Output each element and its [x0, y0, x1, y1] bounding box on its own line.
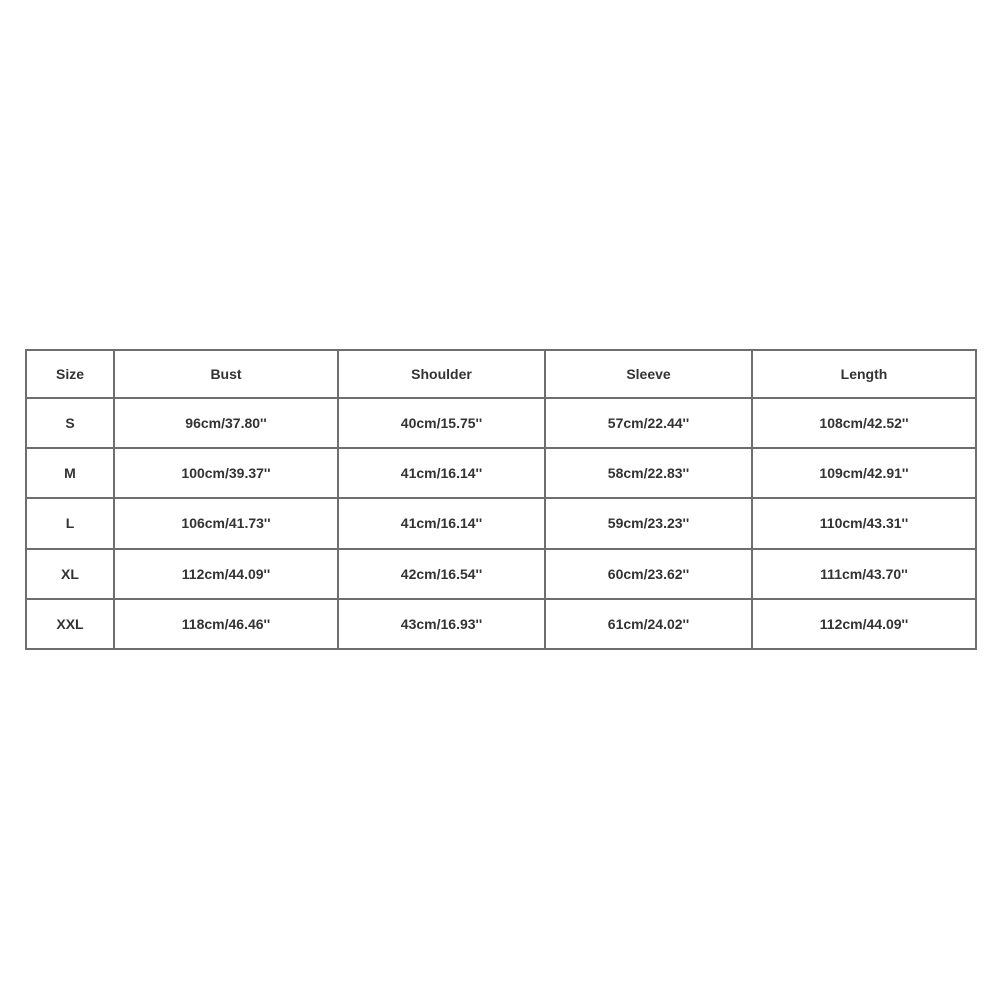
cell-length: 110cm/43.31'' — [752, 498, 976, 548]
table-row — [26, 599, 976, 649]
table-row — [26, 448, 976, 498]
cell-bust: 96cm/37.80'' — [114, 398, 338, 448]
cell-shoulder: 43cm/16.93'' — [338, 599, 545, 649]
header-shoulder: Shoulder — [338, 350, 545, 398]
table-row — [26, 549, 976, 599]
cell-shoulder: 41cm/16.14'' — [338, 448, 545, 498]
cell-sleeve: 58cm/22.83'' — [545, 448, 752, 498]
cell-sleeve: 60cm/23.62'' — [545, 549, 752, 599]
cell-bust: 106cm/41.73'' — [114, 498, 338, 548]
cell-length: 111cm/43.70'' — [752, 549, 976, 599]
size-chart-table — [25, 349, 977, 650]
table-row — [26, 398, 976, 448]
cell-size: L — [26, 498, 114, 548]
cell-sleeve: 61cm/24.02'' — [545, 599, 752, 649]
cell-length: 108cm/42.52'' — [752, 398, 976, 448]
header-size: Size — [26, 350, 114, 398]
cell-sleeve: 59cm/23.23'' — [545, 498, 752, 548]
cell-shoulder: 42cm/16.54'' — [338, 549, 545, 599]
header-bust: Bust — [114, 350, 338, 398]
cell-size: XXL — [26, 599, 114, 649]
cell-size: XL — [26, 549, 114, 599]
cell-bust: 118cm/46.46'' — [114, 599, 338, 649]
table-header-row — [26, 350, 976, 398]
cell-size: S — [26, 398, 114, 448]
cell-shoulder: 41cm/16.14'' — [338, 498, 545, 548]
cell-length: 112cm/44.09'' — [752, 599, 976, 649]
cell-shoulder: 40cm/15.75'' — [338, 398, 545, 448]
header-length: Length — [752, 350, 976, 398]
header-sleeve: Sleeve — [545, 350, 752, 398]
cell-sleeve: 57cm/22.44'' — [545, 398, 752, 448]
cell-length: 109cm/42.91'' — [752, 448, 976, 498]
cell-bust: 100cm/39.37'' — [114, 448, 338, 498]
table-row — [26, 498, 976, 548]
cell-size: M — [26, 448, 114, 498]
cell-bust: 112cm/44.09'' — [114, 549, 338, 599]
